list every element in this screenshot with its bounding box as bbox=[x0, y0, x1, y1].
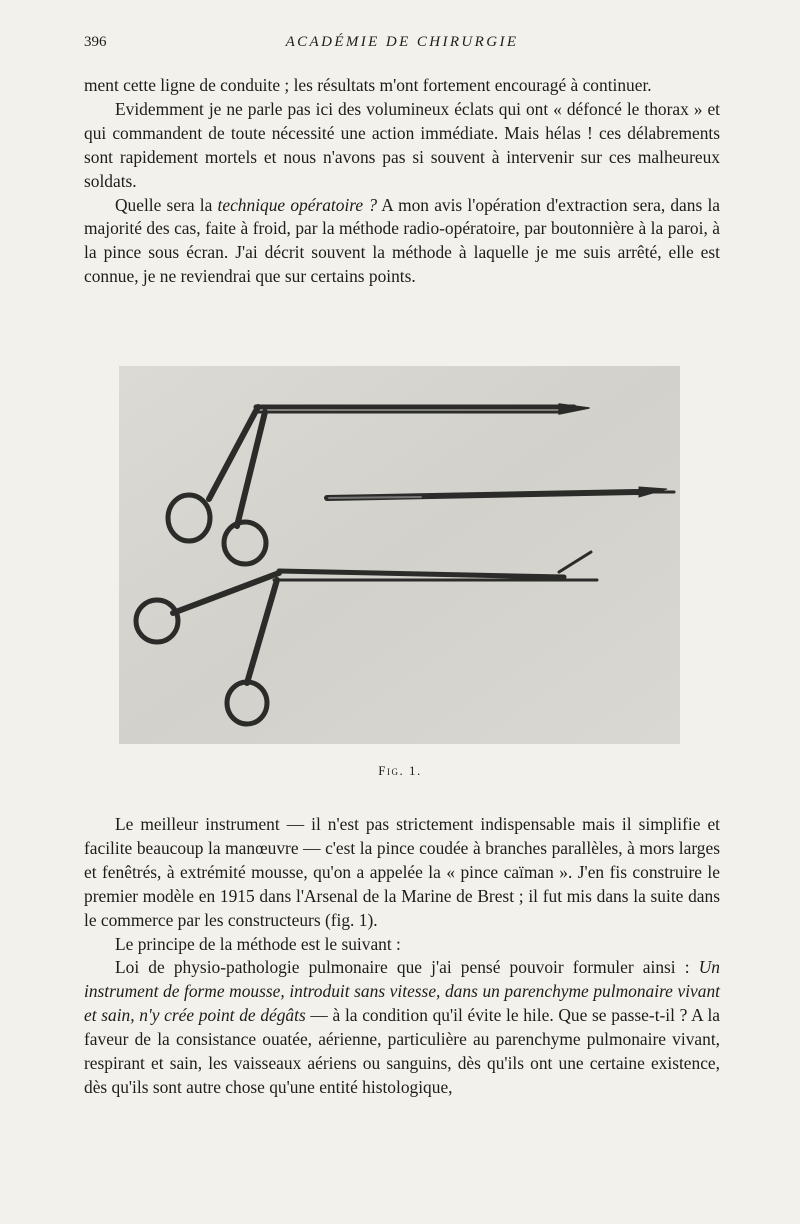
italic-phrase: Un instrument de forme mousse, introduit sans vitesse, dans un parenchyme pulmonaire vivant et sain, n'y crée point de dégâts bbox=[84, 957, 720, 1026]
paragraph: Evidemment je ne parle pas ici des volumineux éclats qui ont « défoncé le thorax » et qui commandent de toute nécessité une action immédiate. Mais hélas ! ces délabrements sont rapidement mortels et nous n'avons pas si souvent à intervenir sur ces malheureux soldats. bbox=[84, 98, 720, 191]
page-header bbox=[84, 34, 720, 54]
paragraph-text: Quelle sera la bbox=[115, 194, 218, 215]
paragraph: Le principe de la méthode est le suivant : bbox=[115, 933, 401, 954]
text-block-top bbox=[84, 74, 720, 289]
page-number: 396 bbox=[84, 34, 107, 50]
paragraph-text: — à la condition qu'il évite le hile. Que se passe-t-il ? A la faveur de la consistance ouatée, aérienne, particulière au parenchyme pulmonaire vivant, respirant et sain, les vaisseaux aériens ou sanguins, dès qu'ils ont une certaine existence, dès qu'ils sont autre chose qu'une entité histologique, bbox=[84, 1005, 720, 1097]
figure-caption: Fig. 1. bbox=[378, 763, 422, 778]
paragraph-text: A mon avis l'opération d'extraction sera, dans la majorité des cas, faite à froid, par la méthode radio-opératoire, par boutonnière à la paroi, à la pince sous écran. J'ai décrit souvent la méthode à laquelle je me suis arrêté, elle est connue, je ne reviendrai que sur certains points. bbox=[84, 194, 720, 287]
paragraph-text: Loi de physio-pathologie pulmonaire que j'ai pensé pouvoir formuler ainsi : bbox=[115, 957, 699, 978]
paragraph: ment cette ligne de conduite ; les résultats m'ont fortement encouragé à continuer. bbox=[84, 75, 652, 95]
paragraph: Le meilleur instrument — il n'est pas strictement indispensable mais il simplifie et facilite beaucoup la manœuvre — c'est la pince coudée à branches parallèles, à mors larges et fenêtrés, à extrémité mousse, qu'on a appelée la « pince caïman ». J'en fis construire le premier modèle en 1915 dans l'Arsenal de la Marine de Brest ; il fut mis dans la suite dans le commerce par les constructeurs (fig. 1). bbox=[84, 814, 720, 930]
paragraph bbox=[84, 956, 720, 1099]
paragraph bbox=[84, 194, 720, 290]
text-block-bottom bbox=[84, 813, 720, 1100]
figure-photo-surgical-forceps bbox=[119, 366, 680, 744]
running-title: ACADÉMIE DE CHIRURGIE bbox=[285, 34, 519, 50]
italic-phrase: technique opératoire ? bbox=[217, 194, 378, 215]
